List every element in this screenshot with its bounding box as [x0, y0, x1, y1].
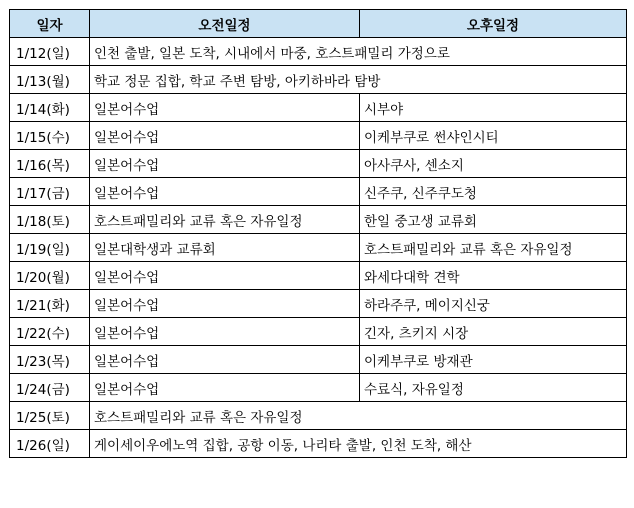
- row-date: 1/17(금): [10, 178, 90, 206]
- table-row: [10, 234, 627, 262]
- row-am-merged: 게이세이우에노역 집합, 공항 이동, 나리타 출발, 인천 도착, 해산: [90, 430, 627, 458]
- schedule-table: [9, 9, 627, 458]
- row-date: 1/24(금): [10, 374, 90, 402]
- header-date: 일자: [10, 10, 90, 38]
- row-am: 일본어수업: [90, 150, 360, 178]
- table-row: [10, 122, 627, 150]
- table-row: [10, 346, 627, 374]
- header-pm: 오후일정: [360, 10, 627, 38]
- row-date: 1/19(일): [10, 234, 90, 262]
- row-pm: 신주쿠, 신주쿠도청: [360, 178, 627, 206]
- row-am: 일본어수업: [90, 262, 360, 290]
- row-date: 1/15(수): [10, 122, 90, 150]
- row-date: 1/18(토): [10, 206, 90, 234]
- table-row: [10, 150, 627, 178]
- row-date: 1/21(화): [10, 290, 90, 318]
- row-date: 1/13(월): [10, 66, 90, 94]
- row-am: 일본어수업: [90, 290, 360, 318]
- row-am: 일본대학생과 교류회: [90, 234, 360, 262]
- row-am: 일본어수업: [90, 178, 360, 206]
- table-row: [10, 178, 627, 206]
- row-am-merged: 인천 출발, 일본 도착, 시내에서 마중, 호스트패밀리 가정으로: [90, 38, 627, 66]
- row-am: 일본어수업: [90, 374, 360, 402]
- table-row: [10, 402, 627, 430]
- row-date: 1/26(일): [10, 430, 90, 458]
- row-am: 일본어수업: [90, 122, 360, 150]
- row-date: 1/25(토): [10, 402, 90, 430]
- row-date: 1/23(목): [10, 346, 90, 374]
- row-pm: 아사쿠사, 센소지: [360, 150, 627, 178]
- row-am: 일본어수업: [90, 318, 360, 346]
- row-date: 1/12(일): [10, 38, 90, 66]
- header-am: 오전일정: [90, 10, 360, 38]
- table-row: [10, 66, 627, 94]
- table-row: [10, 318, 627, 346]
- table-row: [10, 262, 627, 290]
- row-pm: 호스트패밀리와 교류 혹은 자유일정: [360, 234, 627, 262]
- row-am: 일본어수업: [90, 346, 360, 374]
- row-am-merged: 호스트패밀리와 교류 혹은 자유일정: [90, 402, 627, 430]
- header-row: [10, 10, 627, 38]
- row-am-merged: 학교 정문 집합, 학교 주변 탐방, 아키하바라 탐방: [90, 66, 627, 94]
- row-date: 1/20(월): [10, 262, 90, 290]
- row-date: 1/22(수): [10, 318, 90, 346]
- row-am: 호스트패밀리와 교류 혹은 자유일정: [90, 206, 360, 234]
- table-row: [10, 430, 627, 458]
- row-pm: 이케부쿠로 방재관: [360, 346, 627, 374]
- row-am: 일본어수업: [90, 94, 360, 122]
- row-pm: 긴자, 츠키지 시장: [360, 318, 627, 346]
- table-row: [10, 290, 627, 318]
- row-pm: 한일 중고생 교류회: [360, 206, 627, 234]
- row-pm: 이케부쿠로 썬샤인시티: [360, 122, 627, 150]
- row-pm: 수료식, 자유일정: [360, 374, 627, 402]
- row-pm: 와세다대학 견학: [360, 262, 627, 290]
- table-row: [10, 374, 627, 402]
- table-row: [10, 38, 627, 66]
- row-pm: 하라주쿠, 메이지신궁: [360, 290, 627, 318]
- row-pm: 시부야: [360, 94, 627, 122]
- table-row: [10, 206, 627, 234]
- row-date: 1/16(목): [10, 150, 90, 178]
- row-date: 1/14(화): [10, 94, 90, 122]
- table-row: [10, 94, 627, 122]
